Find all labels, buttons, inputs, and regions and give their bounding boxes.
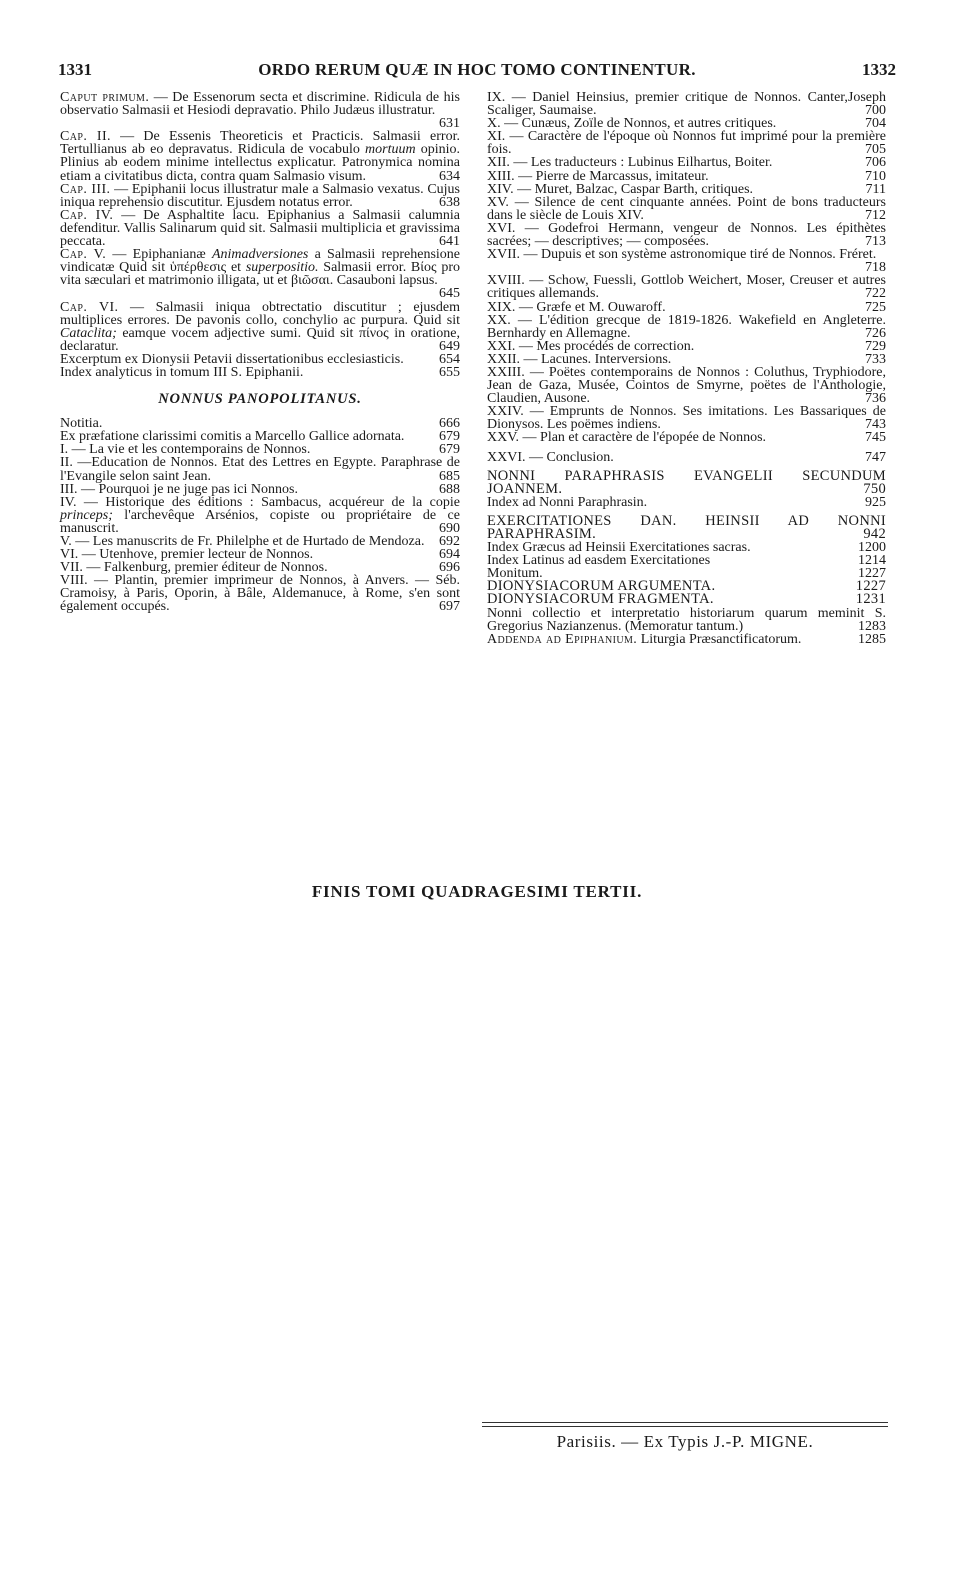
toc-entry-xvii	[487, 248, 886, 274]
entry-text: Nonni collectio et interpretatio historiarum quarum meminit S. Gregorius Nazianzenus. (Memoratur tantum.)	[487, 605, 886, 634]
entry-label: Cap. V.	[60, 247, 107, 263]
entry-text: XI. — Caractère de l'époque où Nonnos fut imprimé pour la première fois.	[487, 129, 886, 158]
entry-page: 713	[865, 234, 886, 250]
entry-italic: Cataclita;	[60, 325, 117, 341]
entry-text: IX. — Daniel Heinsius, premier critique de Nonnos. Canter,Joseph Scaliger, Saumaise.	[487, 90, 886, 119]
entry-text: XVII. — Dupuis et son système astronomique tiré de Nonnos. Fréret.	[487, 247, 877, 263]
entry-page: 690	[439, 520, 460, 536]
entry-text: Liturgia Præsanctificatorum.	[637, 631, 802, 647]
entry-page: 733	[865, 351, 886, 367]
entry-text: I. — La vie et les contemporains de Nonnos.	[60, 442, 311, 458]
imprint-rule-bottom	[482, 1426, 888, 1427]
entry-label: Cap. III.	[60, 181, 111, 197]
toc-entry-cap-4	[60, 209, 460, 248]
entry-label: Cap. II.	[60, 129, 111, 145]
entry-text: XXIV. — Emprunts de Nonnos. Ses imitations. Les Bassariques de Dionysos. Les poëmes indiens.	[487, 404, 886, 433]
entry-page: 718	[865, 260, 886, 276]
toc-entry-index-latinus	[487, 554, 886, 567]
entry-page: 645	[439, 286, 460, 302]
entry-text: Excerptum ex Dionysii Petavii dissertationibus ecclesiasticis.	[60, 351, 404, 367]
toc-entry-xx	[487, 314, 886, 340]
entry-page: 745	[865, 430, 886, 446]
entry-text: — De Essenorum secta et discrimine. Ridicula de his observatio Salmasii et Hesiodi depravatio. Philo Judæus illustratur.	[60, 90, 460, 119]
page-number-left: 1331	[58, 60, 92, 79]
toc-entry-xvi	[487, 222, 886, 248]
entry-text: IV. — Historique des éditions : Sambacus, acquéreur de la copie	[60, 494, 460, 510]
toc-entry-xi	[487, 130, 886, 156]
entry-text: XIV. — Muret, Balzac, Caspar Barth, critiques.	[487, 181, 754, 197]
entry-text: — Epiphanianæ	[106, 247, 212, 263]
entry-page: 925	[865, 494, 886, 510]
entry-page: 638	[439, 194, 460, 210]
entry-text: Ex præfatione clarissimi comitis a Marcello Gallice adornata.	[60, 429, 405, 445]
entry-text: opinio. Plinius ab eodem minime intellectus explicatur. Patronymica nomina etiam a civitatibus dicta, contra quam Salmasio visum.	[60, 142, 460, 184]
toc-entry-xxiii	[487, 366, 886, 405]
entry-page: 685	[439, 468, 460, 484]
entry-text: — De Asphaltite lacu. Epiphanius a Salmasii calumnia defenditur. Vallis Salinarum quid sit. Salmasii multiplicia et gravissima peccata.	[60, 207, 460, 250]
entry-text: III. — Pourquoi je ne juge pas ici Nonnos.	[60, 481, 298, 497]
left-column	[60, 91, 460, 614]
entry-text: V. — Les manuscrits de Fr. Philelphe et de Hurtado de Mendoza.	[60, 534, 425, 549]
entry-page: 743	[865, 417, 886, 433]
entry-italic: mortuum	[365, 142, 416, 158]
entry-page: 1200	[858, 540, 886, 556]
entry-page: 710	[865, 168, 886, 184]
entry-text: VI. — Utenhove, premier lecteur de Nonnos.	[60, 547, 314, 563]
entry-italic: superpositio.	[245, 260, 319, 276]
entry-label: Addenda ad Epiphanium.	[487, 631, 638, 647]
finis-line: FINIS TOMI QUADRAGESIMI TERTII.	[311, 882, 643, 901]
entry-text: VIII. — Plantin, premier imprimeur de Nonnos, à Anvers. — Séb. Cramoisy, à Paris, Oporin, à Bâle, Aldemanuce, à Rome, s'en sont également occupés.	[60, 573, 460, 615]
toc-entry-xv	[487, 196, 886, 222]
toc-entry-cap-3	[60, 183, 460, 209]
entry-text: — Salmasii iniqua obtrectatio discutitur ; ejusdem multiplices errores. De pavonis collo, conchylio ac purpura. Quid sit	[60, 299, 460, 328]
entry-text: XXII. — Lacunes. Interversions.	[487, 351, 672, 367]
toc-entry-xxiv	[487, 405, 886, 431]
entry-text: VII. — Falkenburg, premier éditeur de Nonnos.	[60, 560, 328, 576]
entry-text: DIONYSIACORUM FRAGMENTA.	[487, 591, 714, 608]
imprint: Parisiis. — Ex Typis J.-P. MIGNE.	[556, 1432, 814, 1451]
entry-page: 722	[865, 286, 886, 302]
entry-text: eamque vocem adjective sumi. Quid sit πίνος in oratione, declaratur.	[60, 325, 460, 354]
entry-text: II. —Education de Nonnos. Etat des Lettres en Egypte. Paraphrase de l'Evangile selon saint Jean.	[60, 455, 460, 484]
entry-text: Notitia.	[60, 416, 103, 432]
toc-entry-index	[60, 366, 460, 379]
toc-entry-collectio	[487, 607, 886, 633]
entry-text: XXIII. — Poëtes contemporains de Nonnos : Coluthus, Tryphiodore, Jean de Gaza, Musée, Cointos de Smyrne, poëtes de l'Anthologie, Claudien, Ausone.	[487, 364, 886, 407]
entry-page: 725	[865, 299, 886, 315]
running-title: ORDO RERUM QUÆ IN HOC TOMO CONTINENTUR.	[258, 60, 696, 79]
entry-text: NONNI PARAPHRASIS EVANGELII SECUNDUM JOANNEM.	[487, 467, 886, 497]
section-heading: NONNUS PANOPOLITANUS.	[158, 391, 362, 408]
entry-italic: Animadversiones	[211, 247, 309, 263]
entry-page: 726	[865, 325, 886, 341]
entry-text: XXV. — Plan et caractère de l'épopée de Nonnos.	[487, 430, 767, 446]
toc-entry-iv	[60, 496, 460, 535]
entry-page: 711	[865, 181, 886, 197]
toc-entry-ix	[487, 91, 886, 117]
entry-page: 694	[439, 547, 460, 563]
entry-label: Caput primum.	[60, 90, 150, 105]
toc-entry-cap-6	[60, 301, 460, 353]
entry-page: 679	[439, 442, 460, 458]
entry-page: 705	[865, 142, 886, 158]
toc-entry-xxv	[487, 431, 886, 444]
toc-entry-exercitationes	[487, 512, 886, 542]
entry-text: XV. — Silence de cent cinquante années. Point de bons traducteurs dans le siècle de Louis XIV.	[487, 194, 886, 223]
entry-page: 729	[865, 338, 886, 354]
entry-text: XIII. — Pierre de Marcassus, imitateur.	[487, 168, 709, 184]
entry-page: 697	[439, 599, 460, 615]
entry-page: 649	[439, 338, 460, 354]
toc-entry-index-paraphrasin	[487, 496, 886, 509]
entry-label: Cap. IV.	[60, 207, 114, 223]
entry-page: 666	[439, 416, 460, 432]
running-head	[58, 60, 896, 84]
entry-text: XXVI. — Conclusion.	[487, 449, 614, 465]
entry-page: 1214	[858, 553, 886, 569]
entry-page: 654	[439, 351, 460, 367]
entry-page: 942	[863, 526, 886, 542]
entry-page: 750	[863, 480, 886, 497]
entry-text: Monitum.	[487, 566, 543, 582]
entry-text: XX. — L'édition grecque de 1819-1826. Wakefield en Angleterre. Bernhardy en Allemagne.	[487, 312, 886, 341]
toc-entry-ii	[60, 456, 460, 482]
entry-page: 696	[439, 560, 460, 576]
entry-text: X. — Cunæus, Zoïle de Nonnos, et autres critiques.	[487, 116, 777, 132]
entry-text: EXERCITATIONES DAN. HEINSII AD NONNI PARAPHRASIM.	[487, 512, 886, 542]
toc-entry-xviii	[487, 274, 886, 300]
entry-text: Index analyticus in tomum III S. Epiphanii.	[60, 364, 304, 380]
imprint-rule-top	[482, 1422, 888, 1423]
entry-page: 700	[865, 103, 886, 119]
entry-page: 712	[865, 207, 886, 223]
entry-page: 706	[865, 155, 886, 171]
entry-text: XVIII. — Schow, Fuessli, Gottlob Weichert, Moser, Creuser et autres critiques allemands.	[487, 273, 886, 302]
entry-text: XXI. — Mes procédés de correction.	[487, 338, 695, 354]
entry-text: DIONYSIACORUM ARGUMENTA.	[487, 578, 716, 595]
toc-entry-cap-5	[60, 248, 460, 300]
entry-text: Index Latinus ad easdem Exercitationes	[487, 553, 711, 569]
entry-text: Index Græcus ad Heinsii Exercitationes sacras.	[487, 540, 751, 556]
entry-page: 641	[439, 234, 460, 250]
entry-page: 688	[439, 481, 460, 497]
entry-page: 1227	[855, 578, 886, 595]
entry-label: Cap. VI.	[60, 299, 119, 315]
page-number-right: 1332	[862, 60, 896, 79]
entry-page: 655	[439, 364, 460, 380]
entry-page: 1227	[858, 566, 886, 582]
entry-text: Salmasii error. Βίος pro vita sæculari et matrimonio illigata, ut et βιῶσαι. Casauboni lapsus.	[60, 260, 460, 289]
entry-page: 692	[439, 534, 460, 549]
entry-page: 736	[865, 391, 886, 407]
entry-text: a Salmasii reprehensione vindicatæ Quid sit ὑπέρθεσις et	[60, 247, 460, 276]
entry-text: — De Essenis Theoreticis et Practicis. Salmasii error. Tertullianus ab eo depravatus. Ridicula de vocabulo	[60, 129, 460, 158]
entry-italic: princeps;	[60, 507, 113, 523]
entry-text: XIX. — Græfe et M. Ouwaroff.	[487, 299, 666, 315]
entry-page: 679	[439, 429, 460, 445]
entry-text: XVI. — Godefroi Hermann, vengeur de Nonnos. Les épithètes sacrées; — descriptives; — composées.	[487, 220, 886, 250]
toc-entry-viii	[60, 574, 460, 613]
toc-entry-addenda	[487, 633, 886, 646]
toc-entry-paraphrasis	[487, 467, 886, 497]
toc-entry-xxvi	[487, 451, 886, 464]
entry-text: XII. — Les traducteurs : Lubinus Eilhartus, Boiter.	[487, 155, 773, 171]
entry-page: 1231	[855, 591, 886, 608]
entry-page: 631	[439, 116, 460, 132]
right-column	[487, 91, 886, 646]
entry-page: 704	[865, 116, 886, 132]
entry-text: — Epiphanii locus illustratur male a Salmasio vexatus. Cujus iniqua reprehensio discutitur. Ejusdem notatus error.	[60, 181, 460, 210]
toc-entry-cap-2	[60, 130, 460, 182]
entry-page: 1283	[858, 618, 886, 634]
entry-text: l'archevêque Arsénios, copiste ou propriétaire de ce manuscrit.	[60, 507, 460, 536]
entry-page: 747	[865, 449, 886, 465]
entry-page: 634	[439, 168, 460, 184]
toc-entry-caput-primum	[60, 91, 460, 130]
entry-page: 1285	[858, 631, 886, 647]
entry-text: Index ad Nonni Paraphrasin.	[487, 494, 648, 510]
